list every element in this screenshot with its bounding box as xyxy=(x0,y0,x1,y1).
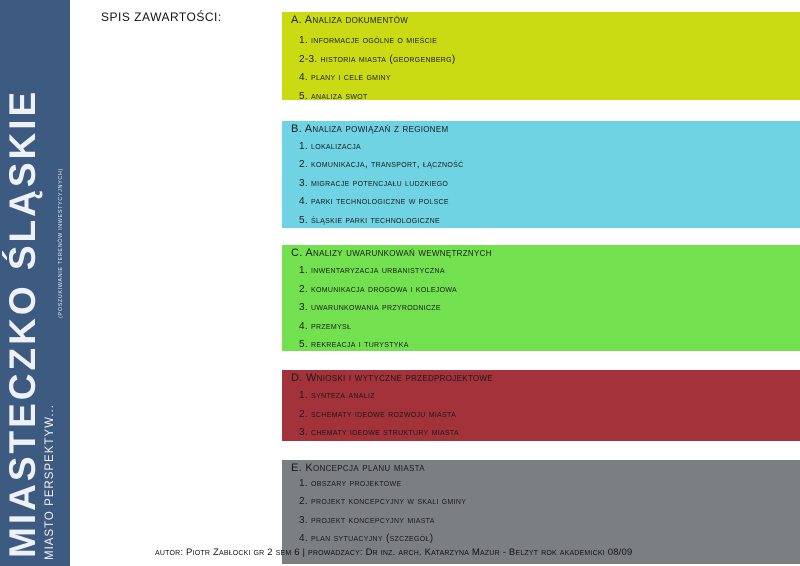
toc-item: 1. inwentaryzacja urbanistyczna xyxy=(299,265,445,276)
section-title: D. Wnioski i wytyczne przedprojektowe xyxy=(291,372,493,384)
section-title: B. Analiza powiązań z regionem xyxy=(291,123,449,135)
section-title: A. Analiza dokumentów xyxy=(291,14,409,26)
section-a xyxy=(282,12,800,103)
section-d xyxy=(282,370,800,441)
toc-item: 2. komunikacja, transport, łączność xyxy=(299,159,464,171)
toc-item: 1. informacje ogólne o mieście xyxy=(299,35,438,46)
toc-title: SPIS ZAWARTOŚCI: xyxy=(101,10,222,24)
sidebar-small-caption: (POSZUKIWANIE TERENÓW INWESTYCYJNYCH) xyxy=(58,168,64,318)
toc-item: 1. obszary projektowe xyxy=(299,478,402,489)
toc-item: 3. migracje potencjału ludzkiego xyxy=(299,177,449,189)
section-title: E. Koncepcja planu miasta xyxy=(291,462,425,474)
toc-item: 5. rekreacja i turystyka xyxy=(299,339,409,351)
toc-item: 3. uwarunkowania przyrodnicze xyxy=(299,302,441,314)
footer-credits: autor: Piotr Zabłocki gr 2 sem 6 | prowadzacy: Dr inz. arch. Katarzyna Mazur - Belzyt rok akademicki 08/09 xyxy=(155,547,633,558)
toc-item: 3. chematy ideowe struktury miasta xyxy=(299,427,459,439)
toc-item: 5. śląskie parki technologiczne xyxy=(299,214,440,226)
toc-item: 5. analiza swot xyxy=(299,91,368,103)
toc-item: 4. parki technologiczne w polsce xyxy=(299,196,449,208)
toc-item: 1. synteza analiz xyxy=(299,390,375,401)
toc-item: 4. przemysł xyxy=(299,320,352,332)
sidebar-title-main: MIASTECZKO ŚLĄSKIE xyxy=(2,88,43,558)
sidebar-subtitle: MIASTO PERSPEKTYW... xyxy=(44,404,56,560)
toc-item: 4. plany i cele gminy xyxy=(299,72,391,84)
sidebar xyxy=(0,0,70,566)
toc-item: 2. komunikacja drogowa i kolejowa xyxy=(299,283,457,295)
toc-item: 2-3. historia miasta (georgenberg) xyxy=(299,53,456,65)
section-b xyxy=(282,121,800,228)
toc-item: 2. schematy ideowe rozwoju miasta xyxy=(299,408,457,420)
section-title: C. Analizy uwarunkowań wewnętrznych xyxy=(291,247,492,259)
toc-item: 4. plan sytuacyjny (szczegół) xyxy=(299,533,434,545)
section-c xyxy=(282,245,800,351)
toc-item: 3. projekt koncepcyjny miasta xyxy=(299,514,435,526)
toc-item: 2. projekt koncepcyjny w skali gminy xyxy=(299,496,467,508)
toc-item: 1. lokalizacja xyxy=(299,141,362,152)
